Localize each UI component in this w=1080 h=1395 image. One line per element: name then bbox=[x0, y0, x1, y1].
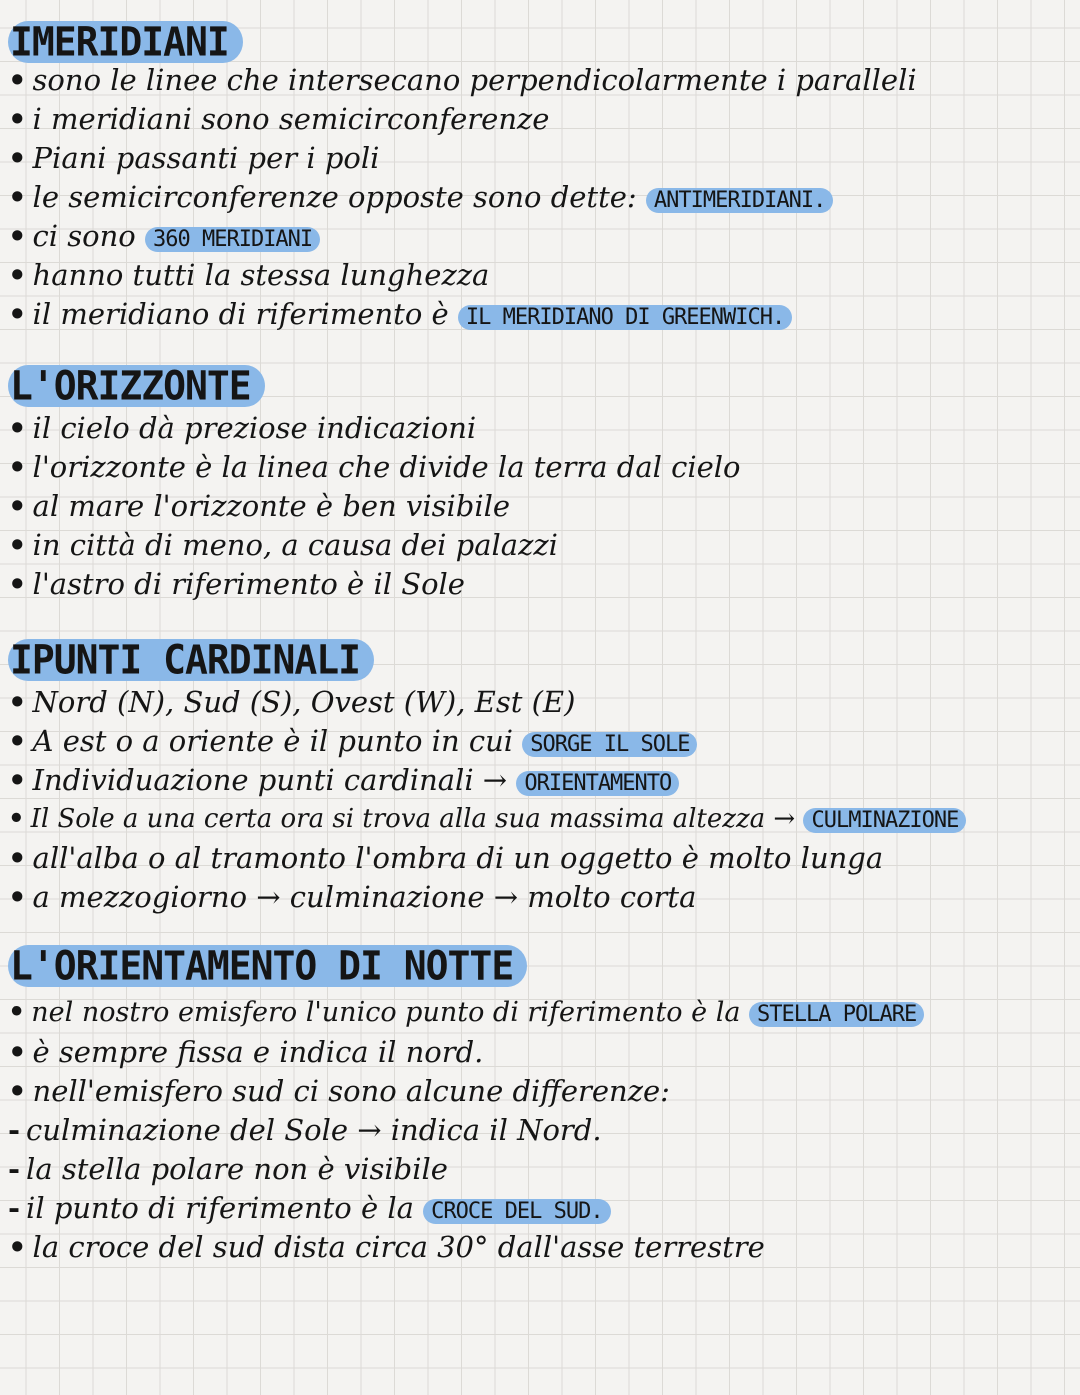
list-item bbox=[8, 762, 679, 802]
section-title-orientamento-notte: L'ORIENTAMENTO DI NOTTE bbox=[8, 945, 527, 987]
list-item bbox=[8, 1073, 670, 1109]
list-item bbox=[8, 723, 697, 763]
list-item bbox=[8, 257, 489, 293]
line-text: Il Sole a una certa ora si trova alla sua massima altezza → bbox=[30, 804, 796, 834]
line-text: l'orizzonte è la linea che divide la terra dal cielo bbox=[32, 450, 741, 484]
bullet: • bbox=[8, 997, 26, 1028]
list-item bbox=[8, 410, 476, 446]
highlight-term: ANTIMERIDIANI. bbox=[646, 188, 833, 213]
line-text: Individuazione punti cardinali → bbox=[32, 763, 508, 797]
line-text: in città di meno, a causa dei palazzi bbox=[32, 528, 558, 562]
bullet: • bbox=[8, 567, 27, 601]
line-text: le semicirconferenze opposte sono dette: bbox=[32, 180, 637, 214]
bullet: • bbox=[8, 411, 27, 445]
bullet: • bbox=[8, 141, 27, 175]
line-text: ci sono bbox=[32, 219, 136, 253]
list-item bbox=[8, 1034, 483, 1070]
bullet: • bbox=[8, 880, 27, 914]
line-text: nell'emisfero sud ci sono alcune differenze: bbox=[32, 1074, 670, 1108]
bullet: - bbox=[8, 1113, 21, 1147]
list-item bbox=[8, 101, 549, 137]
line-text: la croce del sud dista circa 30° dall'asse terrestre bbox=[32, 1230, 765, 1264]
highlight-term: CULMINAZIONE bbox=[803, 808, 966, 833]
bullet: • bbox=[8, 489, 27, 523]
line-text: i meridiani sono semicirconferenze bbox=[32, 102, 550, 136]
list-item bbox=[8, 218, 320, 258]
line-text: sono le linee che intersecano perpendicolarmente i paralleli bbox=[32, 63, 917, 97]
list-item bbox=[8, 801, 966, 839]
line-text: all'alba o al tramonto l'ombra di un oggetto è molto lunga bbox=[32, 841, 884, 875]
line-text: il punto di riferimento è la bbox=[26, 1191, 414, 1225]
list-item bbox=[8, 449, 741, 485]
bullet: • bbox=[8, 450, 27, 484]
section-title-orizzonte: L'ORIZZONTE bbox=[8, 365, 265, 407]
bullet: • bbox=[8, 102, 27, 136]
section-title-punti-cardinali: IPUNTI CARDINALI bbox=[8, 639, 374, 681]
line-text: Piani passanti per i poli bbox=[32, 141, 380, 175]
list-item bbox=[8, 879, 696, 915]
highlight-term: SORGE IL SOLE bbox=[522, 732, 697, 757]
bullet: • bbox=[8, 528, 27, 562]
line-text: la stella polare non è visibile bbox=[26, 1152, 448, 1186]
list-item bbox=[8, 566, 465, 602]
list-item bbox=[8, 1190, 611, 1230]
bullet: • bbox=[8, 258, 27, 292]
bullet: • bbox=[8, 1035, 27, 1069]
list-item bbox=[8, 296, 792, 336]
line-text: a mezzogiorno → culminazione → molto corta bbox=[32, 880, 697, 914]
list-item bbox=[8, 684, 575, 720]
bullet: • bbox=[8, 841, 27, 875]
bullet: - bbox=[8, 1191, 21, 1225]
section-title-meridiani: IMERIDIANI bbox=[8, 21, 243, 63]
bullet: • bbox=[8, 763, 27, 797]
bullet: • bbox=[8, 63, 27, 97]
line-text: culminazione del Sole → indica il Nord. bbox=[26, 1113, 602, 1147]
highlight-term: ORIENTAMENTO bbox=[516, 771, 679, 796]
line-text: il cielo dà preziose indicazioni bbox=[32, 411, 477, 445]
bullet: - bbox=[8, 1152, 21, 1186]
line-text: A est o a oriente è il punto in cui bbox=[32, 724, 514, 758]
list-item bbox=[8, 995, 924, 1033]
list-item bbox=[8, 840, 883, 876]
highlight-term: IL MERIDIANO DI GREENWICH. bbox=[458, 305, 792, 330]
bullet: • bbox=[8, 1230, 27, 1264]
list-item bbox=[8, 488, 510, 524]
highlight-term: CROCE DEL SUD. bbox=[423, 1199, 610, 1224]
list-item bbox=[8, 179, 833, 219]
highlight-term: 360 MERIDIANI bbox=[145, 227, 320, 252]
line-text: al mare l'orizzonte è ben visibile bbox=[32, 489, 511, 523]
bullet: • bbox=[8, 297, 27, 331]
bullet: • bbox=[8, 219, 27, 253]
bullet: • bbox=[8, 685, 27, 719]
highlight-term: STELLA POLARE bbox=[749, 1002, 924, 1027]
bullet: • bbox=[8, 724, 27, 758]
line-text: l'astro di riferimento è il Sole bbox=[32, 567, 465, 601]
line-text: nel nostro emisfero l'unico punto di riferimento è la bbox=[31, 997, 741, 1028]
line-text: il meridiano di riferimento è bbox=[32, 297, 449, 331]
list-item bbox=[8, 1112, 602, 1148]
list-item bbox=[8, 62, 917, 98]
line-text: è sempre fissa e indica il nord. bbox=[32, 1035, 484, 1069]
list-item bbox=[8, 140, 379, 176]
list-item bbox=[8, 1151, 448, 1187]
bullet: • bbox=[8, 804, 25, 834]
bullet: • bbox=[8, 1074, 27, 1108]
line-text: Nord (N), Sud (S), Ovest (W), Est (E) bbox=[32, 685, 576, 719]
list-item bbox=[8, 527, 558, 563]
list-item bbox=[8, 1229, 765, 1265]
line-text: hanno tutti la stessa lunghezza bbox=[32, 258, 490, 292]
bullet: • bbox=[8, 180, 27, 214]
